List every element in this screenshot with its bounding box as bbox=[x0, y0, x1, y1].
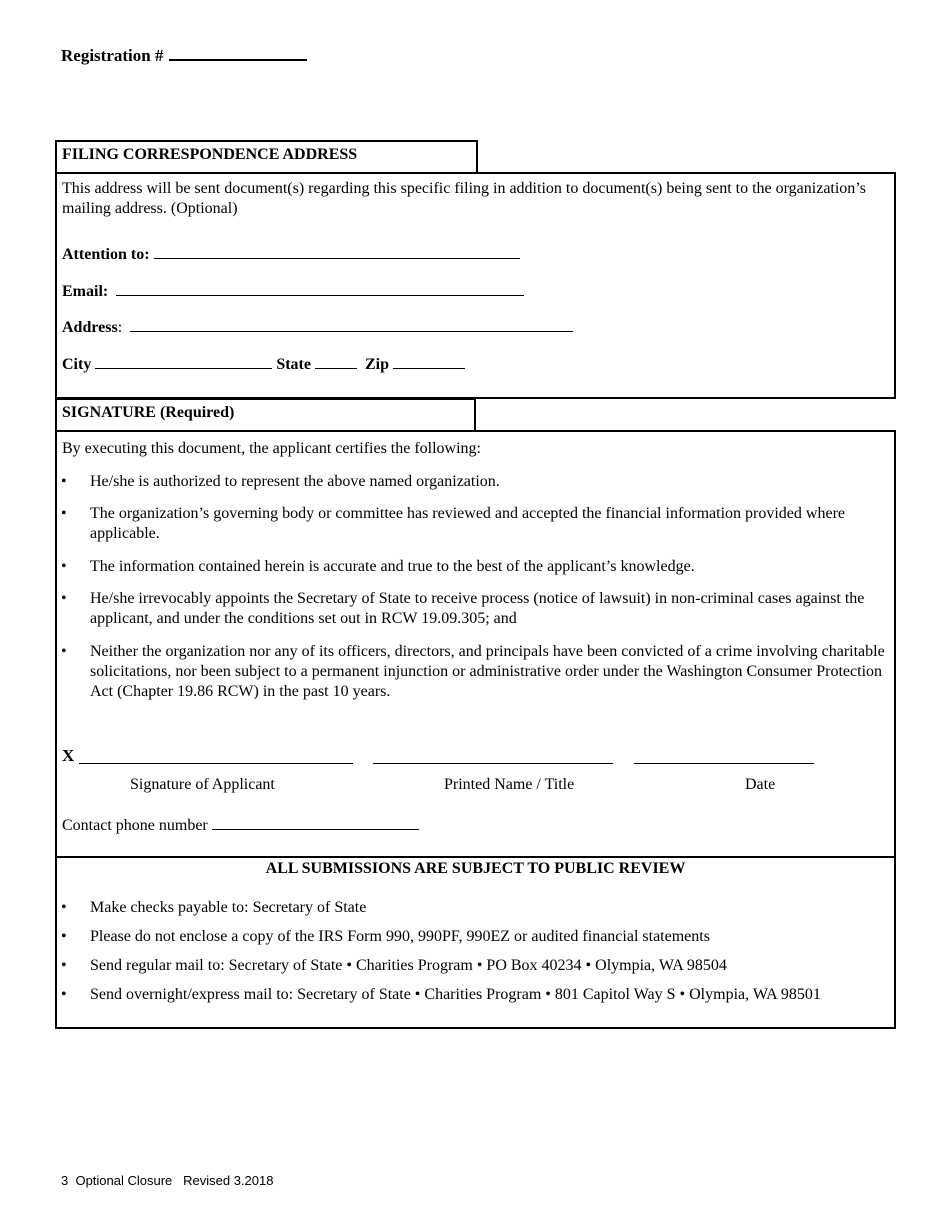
registration-blank[interactable] bbox=[169, 43, 307, 61]
certification-text: The organization’s governing body or committee has reviewed and accepted the financial information provided where applicable. bbox=[90, 505, 845, 542]
bullet-icon: • bbox=[61, 928, 67, 945]
city-label: City bbox=[62, 356, 92, 373]
bullet-icon: • bbox=[61, 986, 67, 1003]
instruction-text: Send regular mail to: Secretary of State • Charities Program • PO Box 40234 • Olympia, WA 98504 bbox=[90, 957, 727, 974]
bullet-icon: • bbox=[61, 505, 67, 522]
date-line[interactable] bbox=[634, 763, 814, 764]
signature-section-header bbox=[55, 398, 476, 431]
printed-name-line[interactable] bbox=[373, 763, 613, 764]
address-label: Address bbox=[62, 319, 118, 336]
address-field[interactable] bbox=[62, 319, 573, 337]
signature-line[interactable] bbox=[79, 763, 353, 764]
public-review-section bbox=[55, 856, 896, 1029]
registration-label: Registration # bbox=[61, 46, 164, 65]
filing-section-header bbox=[55, 140, 478, 173]
instruction-text: Make checks payable to: Secretary of State bbox=[90, 899, 367, 916]
x-mark: X bbox=[62, 746, 75, 765]
address-colon: : bbox=[117, 319, 123, 336]
contact-phone-field[interactable] bbox=[62, 817, 419, 835]
attention-label: Attention to: bbox=[62, 246, 150, 263]
signature-of-applicant-label: Signature of Applicant bbox=[130, 776, 275, 793]
bullet-icon: • bbox=[61, 590, 67, 607]
signature-header-text: SIGNATURE (Required) bbox=[62, 404, 235, 421]
printed-name-title-label: Printed Name / Title bbox=[444, 776, 575, 793]
zip-line[interactable] bbox=[393, 367, 465, 369]
bullet-icon: • bbox=[61, 558, 67, 575]
state-label: State bbox=[276, 356, 311, 373]
certification-text: The information contained herein is accurate and true to the best of the applicant’s knowledge. bbox=[90, 558, 695, 575]
attention-line[interactable] bbox=[154, 257, 520, 259]
city-line[interactable] bbox=[95, 367, 272, 369]
filing-section bbox=[55, 172, 896, 399]
filing-header-text: FILING CORRESPONDENCE ADDRESS bbox=[62, 146, 358, 163]
address-line[interactable] bbox=[130, 330, 573, 332]
email-label: Email: bbox=[62, 283, 109, 300]
bullet-icon: • bbox=[61, 899, 67, 916]
email-field[interactable] bbox=[62, 283, 524, 301]
signature-section bbox=[55, 430, 896, 858]
contact-phone-label: Contact phone number bbox=[62, 817, 208, 834]
date-label: Date bbox=[745, 776, 776, 793]
certification-text: He/she is authorized to represent the above named organization. bbox=[90, 473, 500, 490]
public-review-header: ALL SUBMISSIONS ARE SUBJECT TO PUBLIC REVIEW bbox=[265, 860, 686, 877]
instruction-text: Please do not enclose a copy of the IRS Form 990, 990PF, 990EZ or audited financial statements bbox=[90, 928, 710, 945]
bullet-icon: • bbox=[61, 957, 67, 974]
city-state-zip-row bbox=[62, 356, 465, 374]
zip-label: Zip bbox=[364, 356, 389, 373]
state-line[interactable] bbox=[315, 367, 357, 369]
page-footer: 3 Optional Closure Revised 3.2018 bbox=[61, 1173, 274, 1188]
certification-text: He/she irrevocably appoints the Secretary of State to receive process (notice of lawsuit) in non-criminal cases against the applicant, and under the conditions set out in RCW 19.09.305; and bbox=[90, 590, 865, 627]
bullet-icon: • bbox=[61, 643, 67, 660]
signature-intro: By executing this document, the applicant certifies the following: bbox=[62, 440, 481, 457]
bullet-icon: • bbox=[61, 473, 67, 490]
email-line[interactable] bbox=[116, 294, 524, 296]
contact-phone-line[interactable] bbox=[212, 828, 419, 830]
instruction-text: Send overnight/express mail to: Secretary of State • Charities Program • 801 Capitol Way S • Olympia, WA 98501 bbox=[90, 986, 821, 1003]
filing-description: This address will be sent document(s) regarding this specific filing in addition to document(s) being sent to the organization’s mailing address. (Optional) bbox=[62, 180, 866, 217]
certification-text: Neither the organization nor any of its officers, directors, and principals have been convicted of a crime involving charitable solicitations, nor been subject to a permanent injunction or administrative order under the Washington Consumer Protection Act (Chapter 19.86 RCW) in the past 10 years. bbox=[90, 643, 885, 700]
registration-number-field[interactable] bbox=[61, 43, 307, 66]
attention-field[interactable] bbox=[62, 246, 520, 264]
